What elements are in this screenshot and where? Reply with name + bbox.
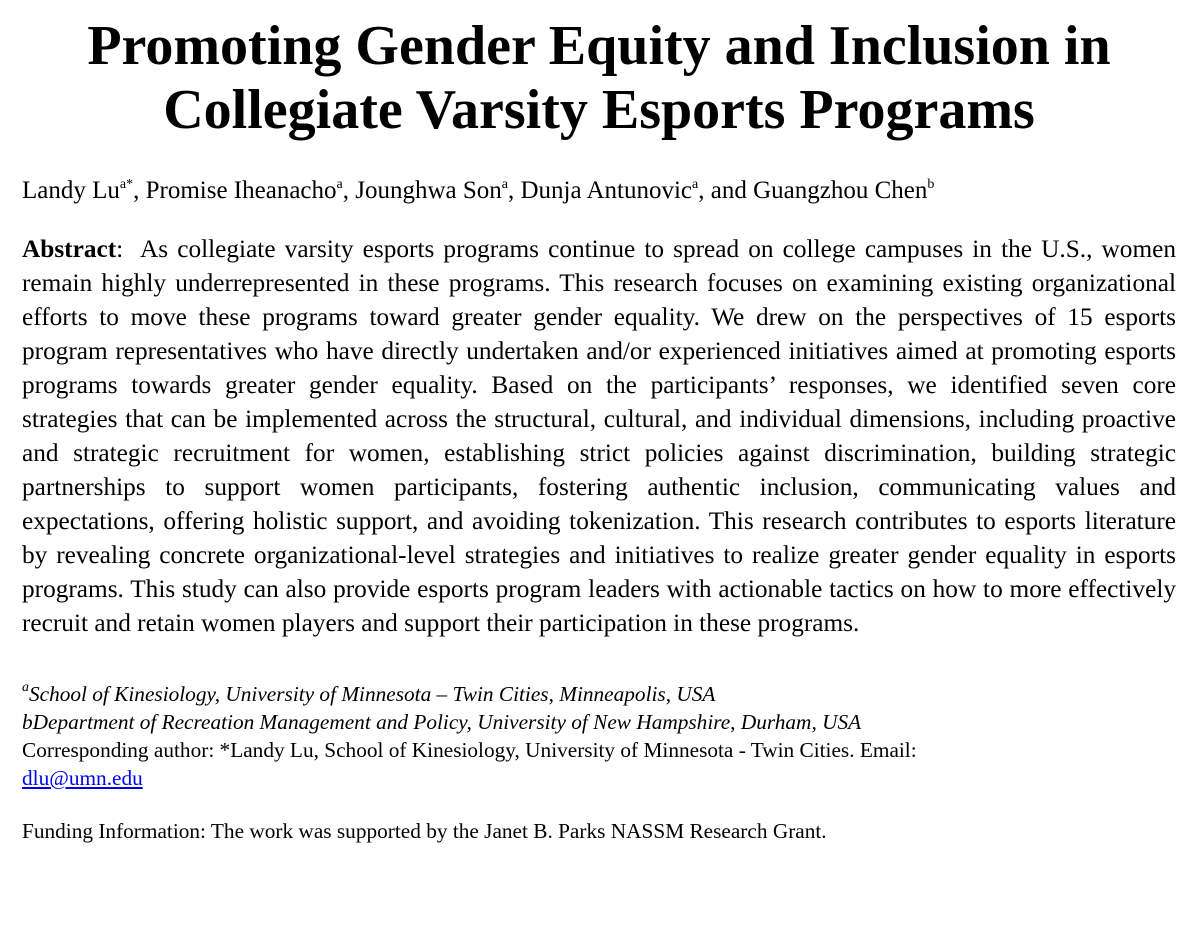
author-separator: , and [698, 177, 754, 204]
funding-information: Funding Information: The work was supported by the Janet B. Parks NASSM Research Grant. [22, 819, 827, 843]
author-separator: , [133, 177, 146, 204]
affiliations [22, 680, 1176, 792]
author-name: Landy Lu [22, 177, 120, 204]
paper-title [22, 0, 1176, 142]
affiliation-a [22, 680, 1176, 708]
email-line [22, 764, 1176, 792]
author-name: Jounghwa Son [355, 177, 502, 204]
author-list [22, 176, 1176, 206]
title-line-2: Collegiate Varsity Esports Programs [163, 79, 1035, 141]
author-separator: , [342, 177, 356, 204]
author-name: Promise Iheanacho [145, 177, 337, 204]
abstract-label: Abstract [22, 235, 117, 263]
author-affiliation-mark: a [692, 177, 699, 192]
affiliation-b: bDepartment of Recreation Management and Policy, University of New Hampshire, Durham, USA [22, 710, 862, 734]
abstract-text: As collegiate varsity esports programs continue to spread on college campuses in the U.S., women remain highly underrepresented in these programs. This research focuses on examining existing organizational efforts to move these programs toward greater gender equality. We drew on the perspectives of 15 esports program representatives who have directly undertaken and/or experienced initiatives aimed at promoting esports programs towards greater gender equality. Based on the participants’ responses, we identified seven core strategies that can be implemented across the structural, cultural, and individual dimensions, including proactive and strategic recruitment for women, establishing strict policies against discrimination, building strategic partnerships to support women participants, fostering authentic inclusion, communicating values and expectations, offering holistic support, and avoiding tokenization. This research contributes to esports literature by revealing concrete organizational-level strategies and initiatives to realize greater gender equality in esports programs. This study can also provide esports program leaders with actionable tactics on how to more effectively recruit and retain women players and support their participation in these programs. [22, 235, 1176, 637]
author-name: Dunja Antunovic [520, 177, 693, 204]
abstract: Abstract: As collegiate varsity esports programs continue to spread on college campuses in the U.S., women remain highly underrepresented in these programs. This research focuses on examining existing organizational efforts to move these programs toward greater gender equality. We drew on the perspectives of 15 esports program representatives who have directly undertaken and/or experienced initiatives aimed at promoting esports programs towards greater gender equality. Based on the participants’ responses, we identified seven core strategies that can be implemented across the structural, cultural, and individual dimensions, including proactive and strategic recruitment for women, establishing strict policies against discrimination, building strategic partnerships to support women participants, fostering authentic inclusion, communicating values and expectations, offering holistic support, and avoiding tokenization. This research contributes to esports literature by revealing concrete organizational-level strategies and initiatives to realize greater gender equality in esports programs. This study can also provide esports program leaders with actionable tactics on how to more effectively recruit and retain women players and support their participation in these programs. [22, 235, 1176, 637]
title-line-1: Promoting Gender Equity and Inclusion in [87, 15, 1111, 77]
corresponding-author: Corresponding author: *Landy Lu, School of Kinesiology, University of Minnesota - Twin Cities. Email: [22, 738, 917, 762]
affiliation-a-text: School of Kinesiology, University of Minnesota – Twin Cities, Minneapolis, USA [29, 682, 716, 706]
author-affiliation-mark: a [501, 177, 508, 192]
email-link[interactable]: dlu@umn.edu [22, 766, 143, 790]
author-separator: , [508, 177, 521, 204]
affiliation-a-mark: a [22, 680, 29, 695]
author-affiliation-mark: b [927, 177, 935, 192]
author-affiliation-mark: a* [119, 177, 134, 192]
author-name: Guangzhou Chen [753, 177, 928, 204]
paper-page [22, 0, 1176, 845]
author-affiliation-mark: a [336, 177, 343, 192]
